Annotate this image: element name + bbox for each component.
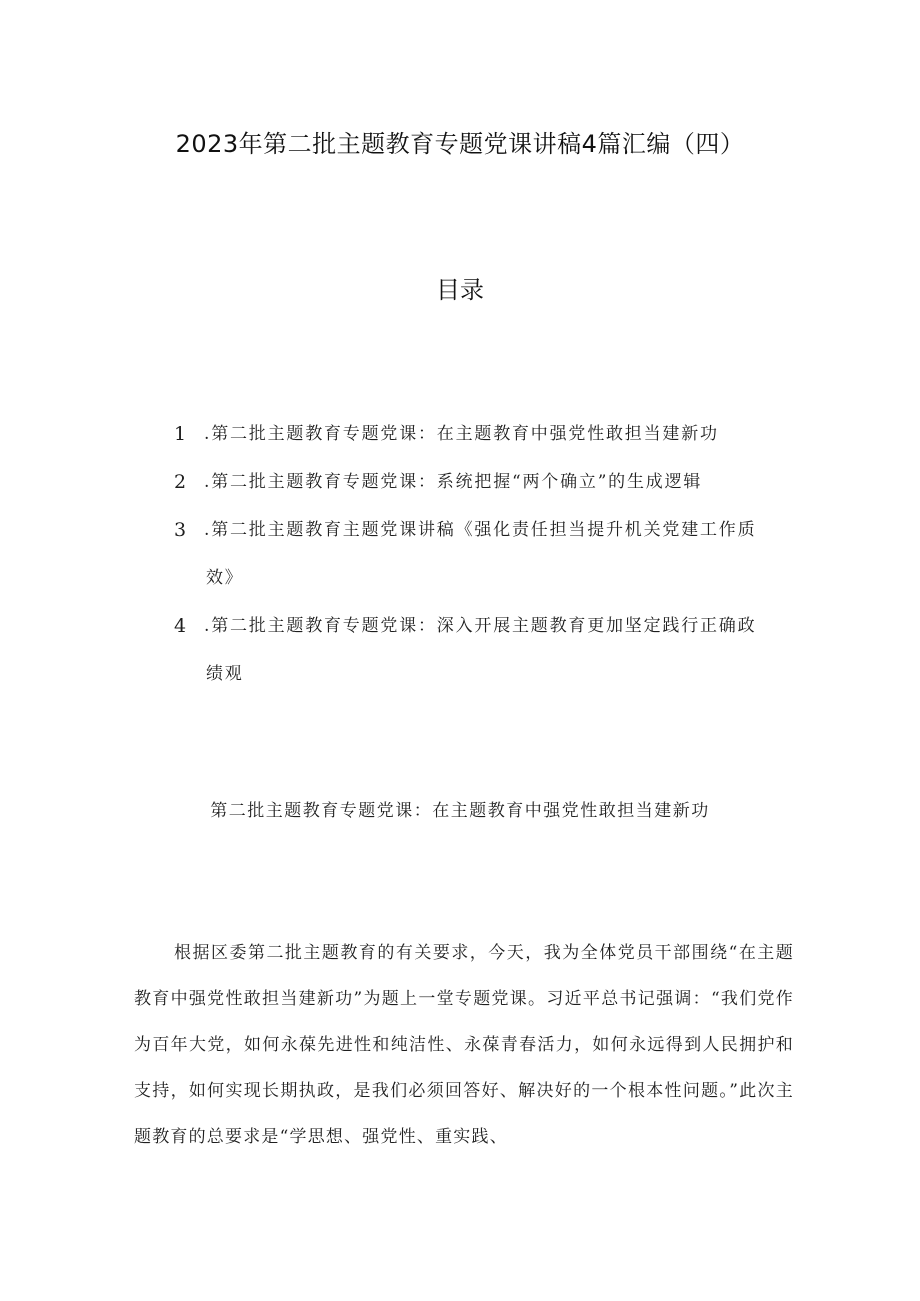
toc-text-line: .第二批主题教育专题党课：在主题教育中强党性敢担当建新功: [204, 424, 719, 444]
toc-text: [204, 602, 814, 650]
toc-text-line: .第二批主题教育专题党课：深入开展主题教育更加坚定践行正确政: [204, 616, 757, 636]
toc-item-2: [174, 458, 814, 506]
body-paragraph: 根据区委第二批主题教育的有关要求，今天，我为全体党员干部围绕“在主题教育中强党性敢担当建新功”为题上一堂专题党课。习近平总书记强调：“我们党作为百年大党，如何永葆先进性和纯洁性、永葆青春活力，如何永远得到人民拥护和支持，如何实现长期执政，是我们必须回答好、解决好的一个根本性问题。”此次主题教育的总要求是“学思想、强党性、重实践、: [134, 943, 794, 1147]
section-title: 第二批主题教育专题党课：在主题教育中强党性敢担当建新功: [210, 801, 710, 821]
table-of-contents: [174, 410, 814, 698]
toc-item-4: [174, 602, 814, 650]
document-title: 2023年第二批主题教育专题党课讲稿4篇汇编（四）: [175, 130, 745, 158]
toc-number: 4: [174, 615, 188, 637]
toc-item-3-continuation: [174, 554, 814, 602]
toc-text-continuation: 效》: [206, 568, 244, 588]
toc-heading: 目录: [436, 276, 484, 304]
toc-text: [204, 410, 814, 458]
toc-item-3: [174, 506, 814, 554]
toc-number: 1: [174, 423, 188, 445]
toc-text-line: .第二批主题教育主题党课讲稿《强化责任担当提升机关党建工作质: [204, 520, 757, 540]
toc-item-1: [174, 410, 814, 458]
toc-number: 3: [174, 519, 188, 541]
toc-item-4-continuation: [174, 650, 814, 698]
toc-text: [204, 458, 814, 506]
toc-text: [204, 506, 814, 554]
toc-text-continuation: 绩观: [206, 664, 244, 684]
toc-text-line: .第二批主题教育专题党课：系统把握“两个确立”的生成逻辑: [204, 472, 703, 492]
toc-number: 2: [174, 471, 188, 493]
